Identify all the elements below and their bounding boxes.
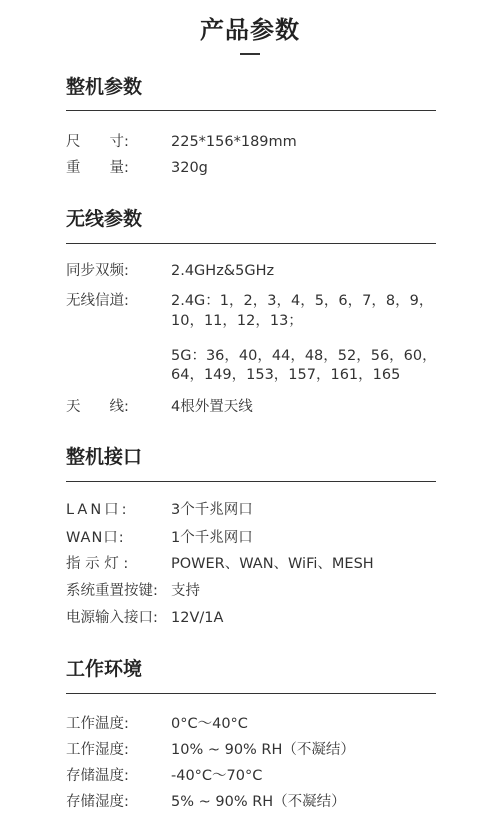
param-label: LAN口: (66, 502, 130, 518)
param-label: 同步双频: (66, 263, 129, 279)
param-label: WAN口: (66, 530, 125, 546)
section-divider (66, 693, 436, 694)
param-value: 5G：36，40，44，48，52，56，60， (171, 348, 437, 364)
section-interfaces (66, 444, 436, 634)
section-divider (66, 243, 436, 244)
param-value: POWER、WAN、WiFi、MESH (171, 556, 374, 572)
param-label: 指 示 灯 : (66, 556, 129, 572)
param-value: -40°C～70°C (171, 768, 263, 784)
param-value: 2.4GHz&5GHz (171, 263, 275, 279)
param-value: 5% ~ 90% RH（不凝结） (171, 794, 346, 810)
page-title: 产品参数 (200, 16, 300, 44)
param-value: 320g (171, 160, 208, 176)
param-value: 10% ~ 90% RH（不凝结） (171, 742, 355, 758)
param-value: 64，149，153，157，161，165 (171, 367, 401, 383)
param-value: 4根外置天线 (171, 399, 253, 415)
param-value: 12V/1A (171, 610, 224, 626)
section-title: 整机接口 (66, 446, 143, 468)
param-value: 支持 (171, 583, 200, 599)
param-label: 重 量: (66, 160, 129, 176)
param-label: 工作温度: (66, 716, 129, 732)
section-title: 工作环境 (66, 658, 143, 680)
section-title: 无线参数 (66, 208, 143, 230)
param-label: 系统重置按键: (66, 583, 158, 599)
param-value: 225*156*189mm (171, 134, 297, 150)
param-label: 工作湿度: (66, 742, 129, 758)
param-value: 10，11，12，13； (171, 313, 303, 329)
section-environment (66, 656, 436, 826)
section-divider (66, 110, 436, 111)
param-value: 1个千兆网口 (171, 530, 253, 546)
section-title: 整机参数 (66, 76, 143, 98)
param-label: 无线信道: (66, 293, 129, 309)
section-wireless-params (66, 206, 436, 426)
param-value: 0°C～40°C (171, 716, 248, 732)
param-label: 尺 寸: (66, 134, 129, 150)
section-device-params (66, 74, 436, 194)
param-value: 2.4G：1，2，3，4，5，6，7，8，9， (171, 293, 434, 309)
title-dash-divider (240, 53, 260, 55)
param-value: 3个千兆网口 (171, 502, 253, 518)
param-label: 电源输入接口: (66, 610, 158, 626)
param-label: 天 线: (66, 399, 129, 415)
param-label: 存储湿度: (66, 794, 129, 810)
param-label: 存储温度: (66, 768, 129, 784)
section-divider (66, 481, 436, 482)
